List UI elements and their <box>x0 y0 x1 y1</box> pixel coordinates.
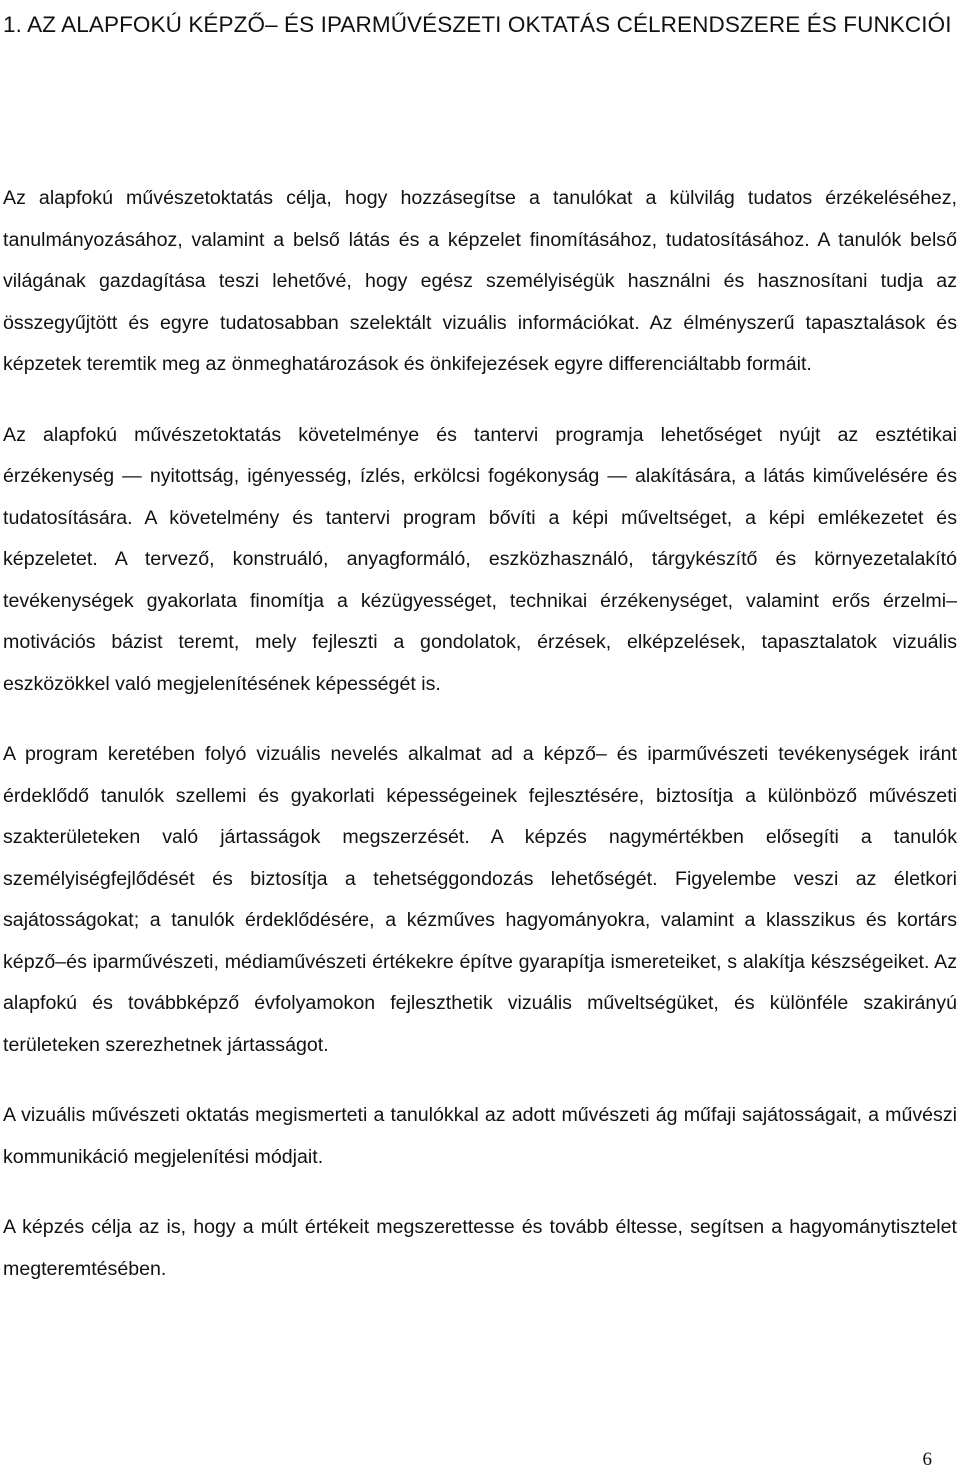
chapter-heading: 1. AZ ALAPFOKÚ KÉPZŐ– ÉS IPARMŰVÉSZETI OKTATÁS CÉLRENDSZERE ÉS FUNKCIÓI <box>3 12 952 37</box>
paragraph-3: A program keretében folyó vizuális nevelés alkalmat ad a képző– és iparművészeti tevékenységek iránt érdeklődő tanulók szellemi és gyakorlati képességeinek fejlesztésére, biztosítja a különböző művészeti szakterületeken való jártasságok megszerzését. A képzés nagymértékben elősegíti a tanulók személyiségfejlődését és biztosítja a tehetséggondozás lehetőségét. Figyelembe veszi az életkori sajátosságokat; a tanulók érdeklődésére, a kézműves hagyományokra, valamint a klasszikus és kortárs képző–és iparművészeti, médiaművészeti értékekre építve gyarapítja ismereteiket, s alakítja készségeiket. Az alapfokú és továbbképző évfolyamokon fejleszthetik vizuális műveltségüket, és különféle szakirányú területeken szerezhetnek jártasságot. <box>3 743 957 1056</box>
paragraph-5: A képzés célja az is, hogy a múlt értékeit megszerettesse és tovább éltesse, segítsen a hagyománytisztelet megteremtésében. <box>3 1216 957 1280</box>
paragraph-1: Az alapfokú művészetoktatás célja, hogy hozzásegítse a tanulókat a külvilág tudatos érzékeléséhez, tanulmányozásához, valamint a belső látás és a képzelet finomításához, tudatosításához. A tanulók belső világának gazdagítása teszi lehetővé, hogy egész személyiségük használni és hasznosítani tudja az összegyűjtött és egyre tudatosabban szelektált vizuális információkat. Az élményszerű tapasztalások és képzetek teremtik meg az önmeghatározások és önkifejezések egyre differenciáltabb formáit. <box>3 187 957 375</box>
page-number: 6 <box>922 1449 932 1470</box>
paragraph-4: A vizuális művészeti oktatás megismerteti a tanulókkal az adott művészeti ág műfaji sajátosságait, a művészi kommunikáció megjelenítési módjait. <box>3 1104 957 1168</box>
body-text <box>3 178 957 1319</box>
document-page <box>3 0 957 45</box>
paragraph-2: Az alapfokú művészetoktatás követelménye és tantervi programja lehetőséget nyújt az esztétikai érzékenység — nyitottság, igényesség, ízlés, erkölcsi fogékonyság — alakítására, a látás kiművelésére és tudatosítására. A követelmény és tantervi program bővíti a képi műveltséget, a képi emlékezetet és képzeletet. A tervező, konstruáló, anyagformáló, eszközhasználó, tárgykészítő és környezetalakító tevékenységek gyakorlata finomítja a kézügyességet, technikai érzékenységet, valamint erős érzelmi– motivációs bázist teremt, mely fejleszti a gondolatok, érzések, elképzelések, tapasztalatok vizuális eszközökkel való megjelenítésének képességét is. <box>3 423 957 695</box>
